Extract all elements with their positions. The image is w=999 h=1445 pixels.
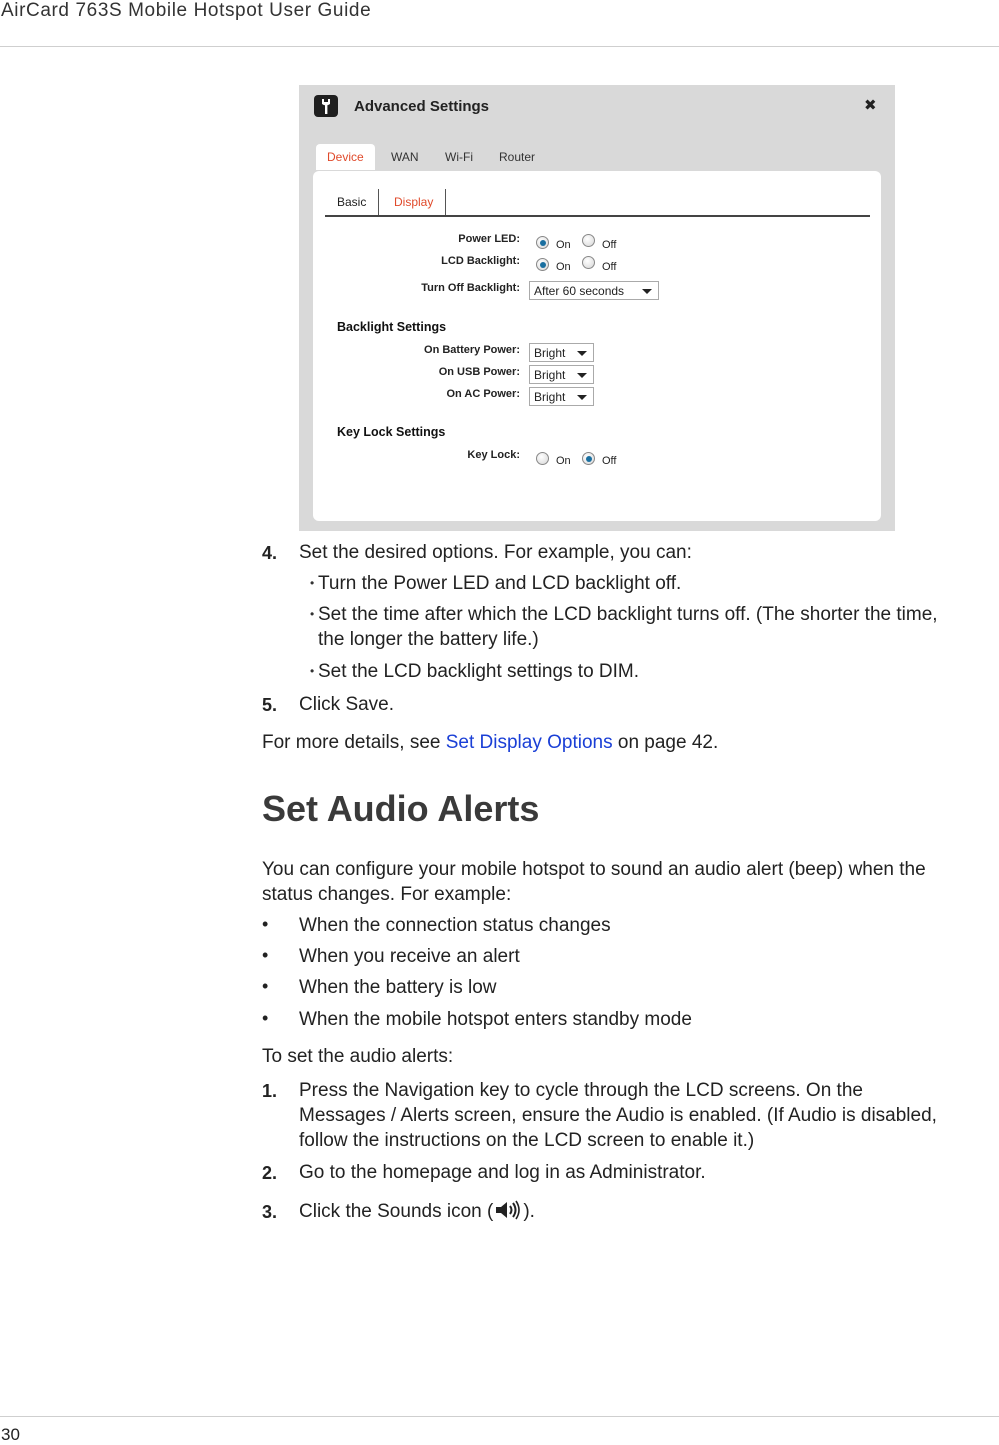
step-text: Click Save.: [299, 694, 395, 715]
on-usb-label: On USB Power:: [438, 366, 520, 378]
key-lock-off-radio[interactable]: [582, 452, 595, 465]
lcd-backlight-on-radio[interactable]: [536, 258, 549, 271]
power-led-off-text: Off: [602, 239, 617, 251]
lcd-backlight-off-text: Off: [602, 261, 617, 273]
key-lock-on-text: On: [556, 455, 571, 467]
subtab-basic[interactable]: Basic: [325, 189, 379, 215]
power-led-on-text: On: [556, 239, 571, 251]
step-text: [299, 1199, 535, 1228]
step-number: 3.: [262, 1202, 278, 1222]
more-details-suffix: on page 42.: [612, 732, 719, 753]
sub-bullet-text: Set the LCD backlight settings to DIM.: [318, 661, 640, 682]
key-lock-on-radio[interactable]: [536, 452, 549, 465]
tab-device[interactable]: Device: [316, 144, 375, 170]
bullet-marker: •: [262, 976, 269, 996]
wrench-icon: [314, 95, 338, 117]
key-lock-off-text: Off: [602, 455, 617, 467]
close-icon[interactable]: ✖: [864, 97, 877, 114]
footer-divider: [0, 1416, 999, 1417]
chevron-down-icon: [642, 289, 652, 294]
step3-suffix: ).: [523, 1201, 535, 1222]
list-item: When the mobile hotspot enters standby mode: [299, 1009, 692, 1030]
step-text: follow the instructions on the LCD screen to enable it.): [299, 1130, 755, 1151]
step3-prefix: Click the Sounds icon (: [299, 1201, 494, 1222]
lcd-backlight-off-radio[interactable]: [582, 256, 595, 269]
key-lock-label: Key Lock:: [467, 449, 520, 461]
power-led-off-radio[interactable]: [582, 234, 595, 247]
turn-off-backlight-value: After 60 seconds: [534, 284, 625, 298]
sub-bullet-text: the longer the battery life.): [318, 629, 539, 650]
step-number: 4.: [262, 543, 278, 563]
backlight-settings-heading: Backlight Settings: [337, 320, 447, 334]
settings-card: [313, 171, 881, 521]
dialog-titlebar: [299, 85, 895, 127]
tab-router[interactable]: Router: [499, 150, 536, 164]
on-battery-value: Bright: [534, 346, 566, 360]
lcd-backlight-on-text: On: [556, 261, 571, 273]
step-text: Messages / Alerts screen, ensure the Audio is enabled. (If Audio is disabled,: [299, 1105, 937, 1126]
on-battery-label: On Battery Power:: [424, 344, 520, 356]
turn-off-backlight-select[interactable]: [529, 281, 659, 300]
on-ac-select[interactable]: [529, 387, 594, 406]
intro-text: You can configure your mobile hotspot to sound an audio alert (beep) when the: [262, 859, 926, 880]
step-text: Set the desired options. For example, you can:: [299, 542, 692, 563]
turn-off-backlight-label: Turn Off Backlight:: [421, 282, 520, 294]
power-led-label: Power LED:: [458, 233, 520, 245]
key-lock-settings-heading: Key Lock Settings: [337, 425, 446, 439]
bullet-marker: •: [262, 914, 269, 934]
list-item: When the connection status changes: [299, 915, 611, 936]
step-text: Press the Navigation key to cycle through the LCD screens. On the: [299, 1080, 863, 1101]
step-text: Go to the homepage and log in as Administrator.: [299, 1162, 706, 1183]
subtab-display[interactable]: Display: [382, 189, 446, 215]
on-ac-label: On AC Power:: [446, 388, 520, 400]
sub-bullet-marker: •: [310, 576, 315, 590]
more-details-line: [262, 730, 718, 755]
step-number: 1.: [262, 1081, 278, 1101]
intro-text: status changes. For example:: [262, 884, 512, 905]
bullet-marker: •: [262, 1008, 269, 1028]
instruction-lead: To set the audio alerts:: [262, 1046, 454, 1067]
step-number: 2.: [262, 1163, 278, 1183]
header-divider: [0, 46, 999, 47]
on-battery-select[interactable]: [529, 343, 594, 362]
speaker-icon: [493, 1199, 523, 1228]
on-ac-value: Bright: [534, 390, 566, 404]
advanced-settings-screenshot: [299, 85, 895, 531]
bullet-marker: •: [262, 945, 269, 965]
page-header-title: AirCard 763S Mobile Hotspot User Guide: [1, 0, 372, 21]
dialog-title: Advanced Settings: [354, 98, 490, 115]
tab-wan[interactable]: WAN: [391, 150, 419, 164]
subtab-bar: [325, 185, 870, 217]
power-led-on-radio[interactable]: [536, 236, 549, 249]
section-heading: Set Audio Alerts: [262, 788, 540, 829]
tab-wifi[interactable]: Wi-Fi: [445, 150, 473, 164]
chevron-down-icon: [577, 351, 587, 356]
chevron-down-icon: [577, 373, 587, 378]
lcd-backlight-label: LCD Backlight:: [441, 255, 520, 267]
list-item: When you receive an alert: [299, 946, 520, 967]
on-usb-value: Bright: [534, 368, 566, 382]
page-number: 30: [1, 1425, 20, 1444]
on-usb-select[interactable]: [529, 365, 594, 384]
sub-bullet-marker: •: [310, 607, 315, 621]
sub-bullet-marker: •: [310, 664, 315, 678]
set-display-options-link[interactable]: Set Display Options: [445, 732, 613, 753]
list-item: When the battery is low: [299, 977, 497, 998]
step-number: 5.: [262, 695, 278, 715]
sub-bullet-text: Turn the Power LED and LCD backlight off.: [318, 573, 682, 594]
sub-bullet-text: Set the time after which the LCD backlight turns off. (The shorter the time,: [318, 604, 938, 625]
more-details-prefix: For more details, see: [262, 732, 446, 753]
chevron-down-icon: [577, 395, 587, 400]
